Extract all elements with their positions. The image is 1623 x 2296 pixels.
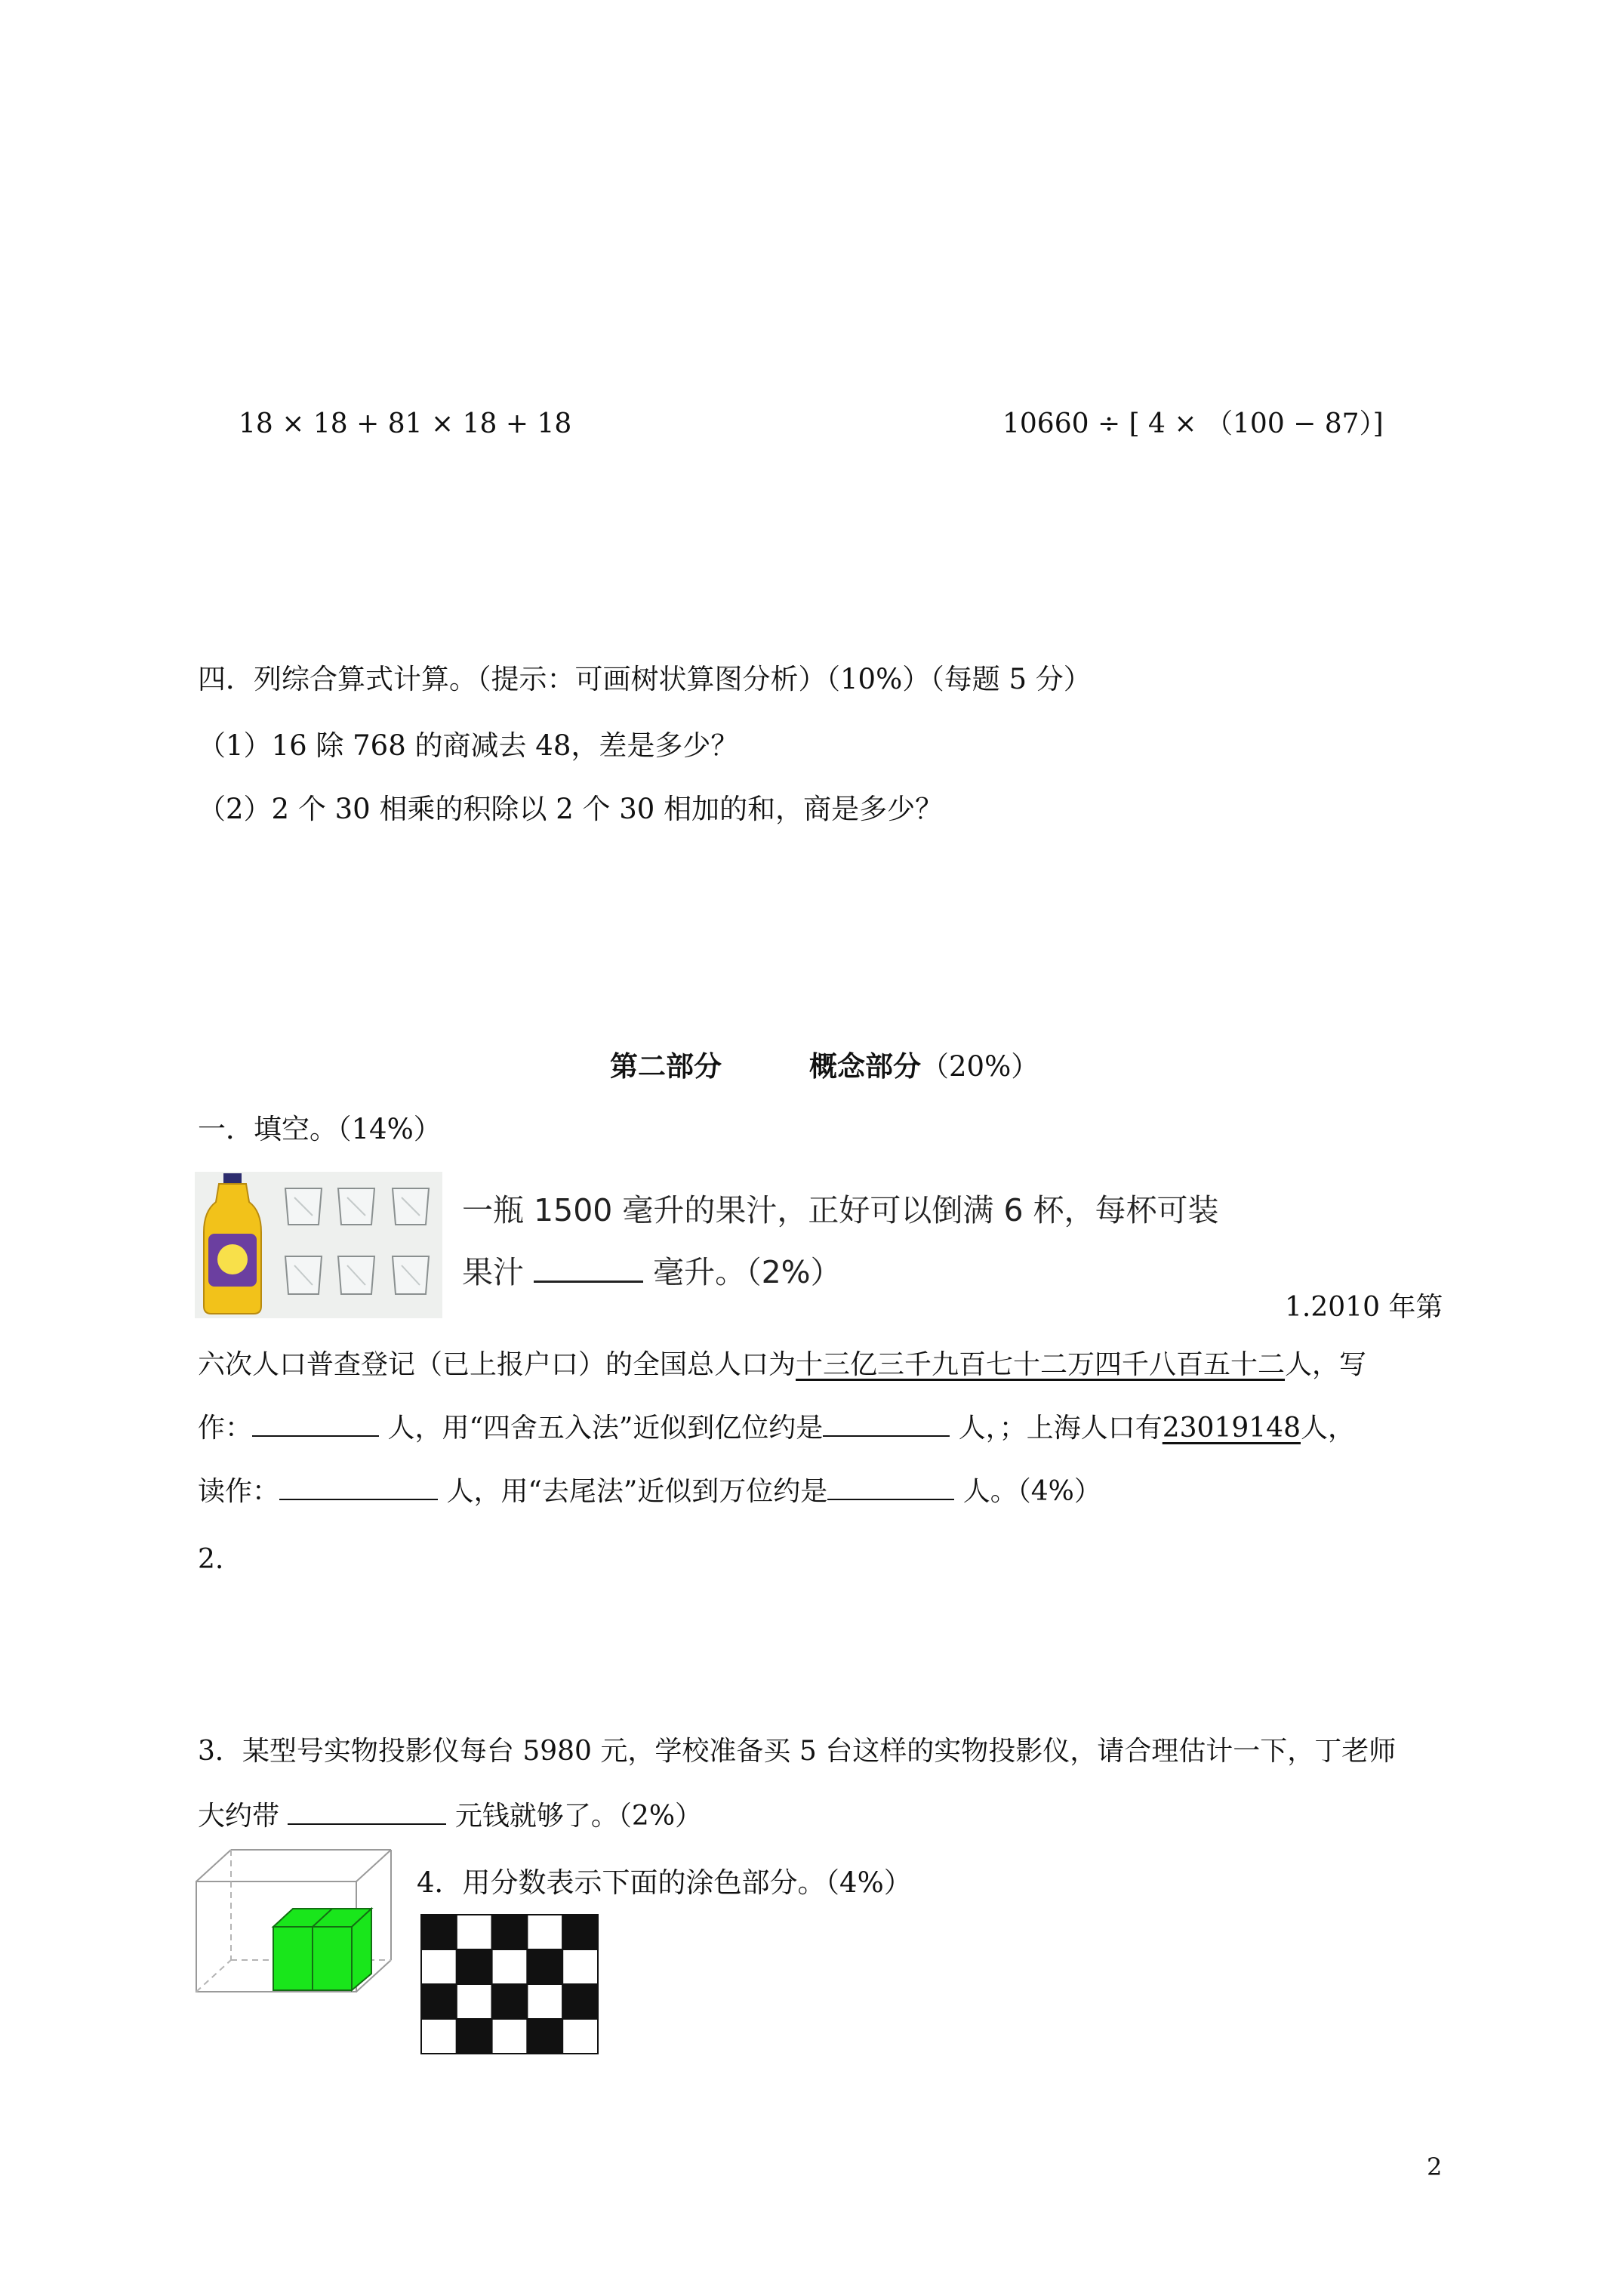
q1-read-blank[interactable] <box>279 1476 438 1500</box>
q1-line1 <box>1285 1291 1443 1324</box>
checker-cell-shaded <box>492 1984 528 2019</box>
part2-heading-a: 第二部分 <box>610 1049 722 1083</box>
q3-label: 大约带 <box>198 1801 280 1832</box>
juice-answer-blank[interactable] <box>534 1255 643 1283</box>
q1-truncate-text: 人，用“去尾法”近似到万位约是 <box>446 1476 828 1507</box>
part2-heading <box>610 1049 1039 1083</box>
q1-write-label: 作： <box>198 1413 253 1444</box>
q1-line2-end: 人，写 <box>1285 1349 1367 1380</box>
part2-heading-b: 概念部分 <box>809 1049 921 1083</box>
part2-heading-pct: （20%） <box>921 1050 1039 1083</box>
q1-truncate-blank[interactable] <box>827 1476 954 1500</box>
green-cube-front-right <box>313 1927 352 1990</box>
cuboid-picture <box>193 1847 394 1995</box>
checker-cell-blank <box>421 1949 457 1984</box>
q1-line4 <box>198 1475 1101 1509</box>
q1-line4-end: 人。（4%） <box>962 1476 1101 1507</box>
juice-picture <box>195 1172 442 1318</box>
checker-cell-blank <box>457 1984 492 2019</box>
checker-cell-shaded <box>492 1915 528 1949</box>
q1-line3-end: 人， <box>1300 1413 1355 1444</box>
checker-cell-blank <box>457 1915 492 1949</box>
checker-cell-shaded <box>527 1949 562 1984</box>
q1-line2-text: 六次人口普查登记（已上报户口）的全国总人口为 <box>198 1349 796 1380</box>
q1-rounding-text: 人，用“四舍五入法”近似到亿位约是 <box>387 1413 824 1444</box>
checker-cell-blank <box>421 2019 457 2054</box>
checker-cell-blank <box>492 2019 528 2054</box>
q1-read-label: 读作： <box>198 1476 280 1507</box>
q1-rounding-blank[interactable] <box>823 1413 950 1437</box>
juice-unit: 毫升。（2%） <box>653 1254 842 1290</box>
fill-blank-title: 一．填空。（14%） <box>198 1113 442 1145</box>
q4-text: 4．用分数表示下面的涂色部分。（4%） <box>417 1866 912 1899</box>
checker-cell-shaded <box>421 1915 457 1949</box>
q3-line2 <box>198 1800 702 1833</box>
juice-question-line2 <box>462 1253 842 1291</box>
bottle-cap <box>223 1173 242 1184</box>
bottle-label-fruit <box>217 1244 248 1274</box>
expression-left: 18 × 18 + 81 × 18 + 18 <box>239 408 572 439</box>
juice-question-line1: 一瓶 1500 毫升的果汁，正好可以倒满 6 杯，每杯可装 <box>462 1192 1219 1228</box>
q1-shanghai-text: 人，；上海人口有 <box>958 1413 1163 1444</box>
juice-bottle-and-cups-image <box>195 1172 442 1318</box>
q2-number: 2. <box>198 1544 224 1575</box>
q1-population-chinese: 十三亿三千九百七十二万四千八百五十二 <box>796 1349 1286 1380</box>
cuboid-with-shaded-cubes-image <box>193 1847 394 1995</box>
green-cube-front-left <box>273 1927 313 1990</box>
q1-number: 1. <box>1285 1292 1311 1323</box>
checkerboard-image <box>420 1913 599 2055</box>
q1-line2 <box>198 1348 1366 1382</box>
q3-answer-blank[interactable] <box>288 1801 446 1825</box>
section4-question-1: （1）16 除 768 的商减去 48，差是多少？ <box>198 729 739 762</box>
checker-cell-blank <box>527 1915 562 1949</box>
section4-question-2: （2）2 个 30 相乘的积除以 2 个 30 相加的和，商是多少？ <box>198 793 944 825</box>
checker-cell-shaded <box>457 2019 492 2054</box>
checker-cell-blank <box>562 2019 598 2054</box>
checker-cell-blank <box>492 1949 528 1984</box>
page-number: 2 <box>1427 2153 1443 2181</box>
q1-shanghai-number: 23019148 <box>1162 1413 1301 1444</box>
checker-cell-shaded <box>421 1984 457 2019</box>
q1-line1-text: 2010 年第 <box>1310 1292 1443 1323</box>
checker-cell-shaded <box>562 1915 598 1949</box>
section4-title: 四．列综合算式计算。（提示：可画树状算图分析）（10%）（每题 5 分） <box>198 663 1092 695</box>
juice-label: 果汁 <box>462 1254 524 1290</box>
checker-cell-shaded <box>527 2019 562 2054</box>
q3-unit: 元钱就够了。（2%） <box>454 1801 703 1832</box>
expression-right: 10660 ÷ [ 4 × （100 − 87）] <box>1002 408 1384 439</box>
q3-line1: 3．某型号实物投影仪每台 5980 元，学校准备买 5 台这样的实物投影仪，请合理估计一下，丁老师 <box>198 1736 1397 1767</box>
checkerboard-grid <box>420 1913 599 2055</box>
checker-cell-blank <box>527 1984 562 2019</box>
q1-line3 <box>198 1412 1355 1445</box>
q1-write-blank[interactable] <box>252 1413 379 1437</box>
checker-cell-blank <box>562 1949 598 1984</box>
checker-cell-shaded <box>457 1949 492 1984</box>
checker-cell-shaded <box>562 1984 598 2019</box>
